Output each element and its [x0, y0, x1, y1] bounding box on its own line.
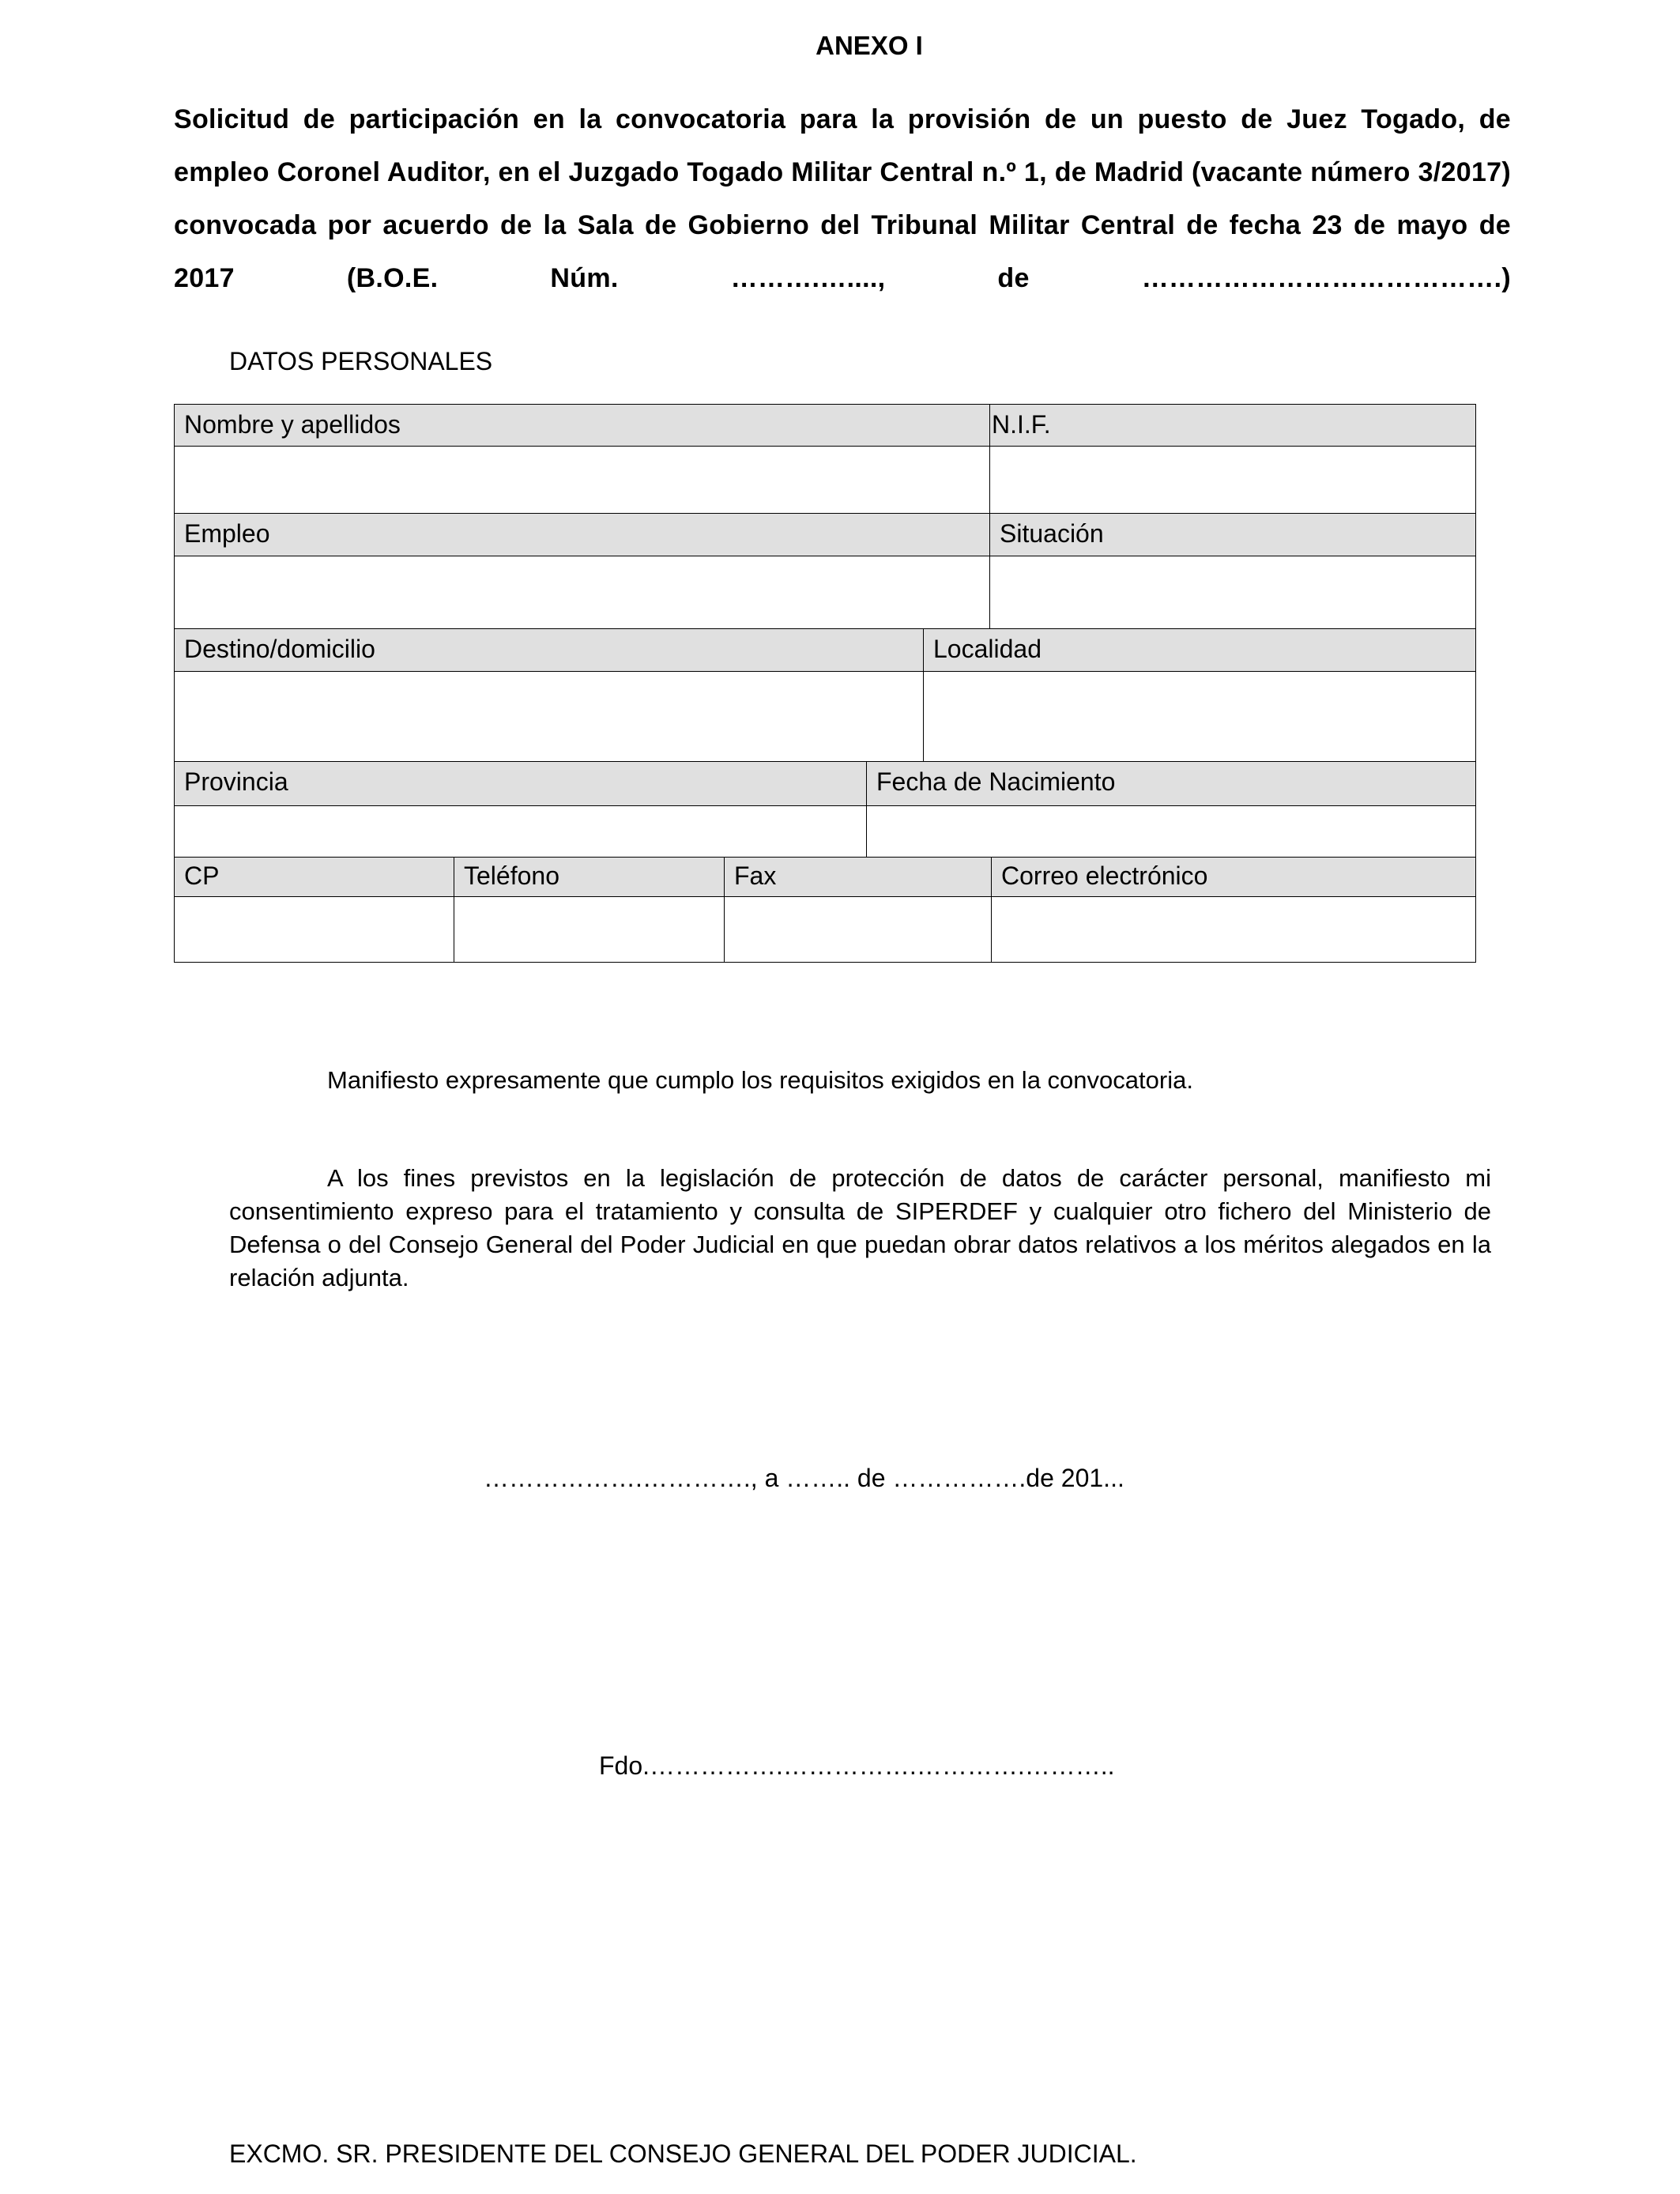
city-field[interactable] [923, 671, 1476, 763]
name-label: Nombre y apellidos [184, 410, 401, 439]
fax-label-cell [724, 857, 993, 898]
data-protection-statement [229, 1162, 1491, 1295]
cp-label-cell [174, 857, 455, 898]
rank-field[interactable] [174, 556, 991, 630]
addressee: EXCMO. SR. PRESIDENTE DEL CONSEJO GENERAL DEL PODER JUDICIAL. [229, 2139, 1137, 2168]
name-field[interactable] [174, 446, 991, 515]
requirements-statement: Manifiesto expresamente que cumplo los requisitos exigidos en la convocatoria. [327, 1066, 1193, 1094]
section-heading: DATOS PERSONALES [229, 347, 493, 375]
status-field[interactable] [989, 556, 1476, 630]
cp-label: CP [184, 861, 220, 890]
province-label: Provincia [184, 767, 288, 796]
rank-label-cell [174, 513, 991, 557]
place-date-line: ……………….…………., a …….. de …………….de 201... [484, 1464, 1124, 1492]
rank-label: Empleo [184, 519, 270, 548]
birthdate-field[interactable] [866, 805, 1476, 858]
fax-label: Fax [734, 861, 777, 890]
nif-label: N.I.F. [992, 410, 1051, 439]
posting-label: Destino/domicilio [184, 635, 375, 663]
fax-field[interactable] [724, 896, 993, 963]
posting-label-cell [174, 628, 925, 673]
annex-title: ANEXO I [816, 31, 923, 60]
request-title: Solicitud de participación en la convocatoria para la provisión de un puesto de Juez Togado, de empleo Coronel Auditor, en el Juzgado Togado Militar Central n.º 1, de Madrid (vacante número 3/2017) convocada por acuerdo de la Sala de Gobierno del Tribunal Militar Central de fecha 23 de mayo de 2017 (B.O.E. Núm. ……….…...., de ………………………………….) [174, 104, 1511, 293]
birthdate-label-cell [866, 761, 1476, 807]
status-label: Situación [1000, 519, 1104, 548]
cp-field[interactable] [174, 896, 455, 963]
status-label-cell [989, 513, 1476, 557]
email-field[interactable] [991, 896, 1476, 963]
phone-label: Teléfono [464, 861, 559, 890]
nif-field[interactable] [989, 446, 1476, 515]
name-label-cell [174, 404, 991, 447]
province-field[interactable] [174, 805, 868, 858]
province-label-cell [174, 761, 868, 807]
email-label: Correo electrónico [1001, 861, 1208, 890]
city-label-cell [923, 628, 1476, 673]
nif-label-cell [989, 404, 1476, 447]
birthdate-label: Fecha de Nacimiento [876, 767, 1116, 796]
phone-field[interactable] [454, 896, 725, 963]
signature-line: Fdo.…………….…………….………….……….. [599, 1751, 1115, 1780]
email-label-cell [991, 857, 1476, 898]
data-protection-text: A los fines previstos en la legislación de protección de datos de carácter personal, manifiesto mi consentimiento expreso para el tratamiento y consulta de SIPERDEF y cualquier otro fichero del Ministerio de Defensa o del Consejo General del Poder Judicial en que puedan obrar datos relativos a los méritos alegados en la relación adjunta. [229, 1164, 1491, 1291]
city-label: Localidad [933, 635, 1042, 663]
phone-label-cell [454, 857, 725, 898]
posting-field[interactable] [174, 671, 925, 763]
